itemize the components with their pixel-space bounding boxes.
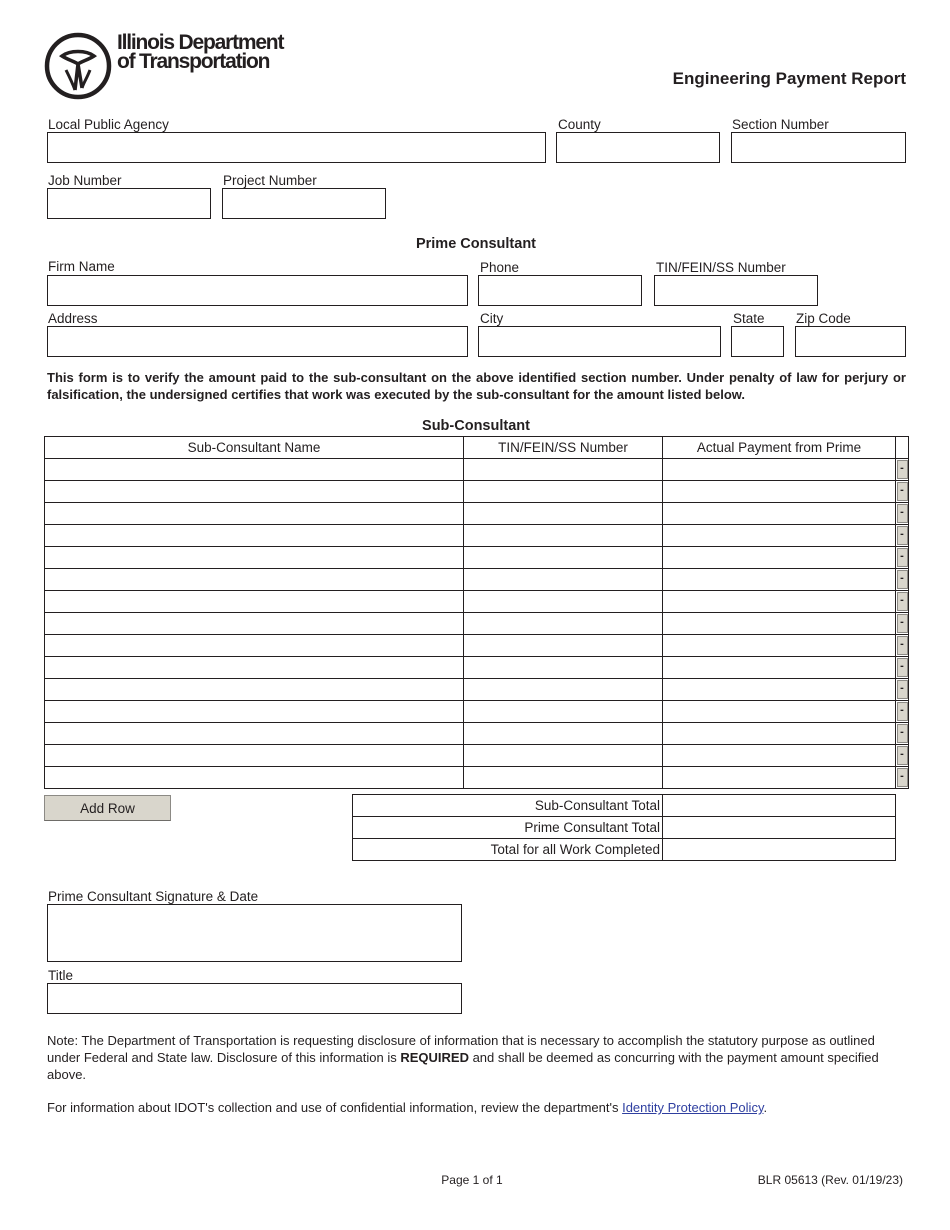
logo-line-2: of Transportation	[117, 50, 270, 73]
sub-consultant-total-field[interactable]	[663, 795, 896, 817]
row-action-cell	[896, 701, 909, 723]
remove-row-button[interactable]: -	[897, 636, 908, 655]
table-row	[45, 525, 909, 547]
remove-row-button[interactable]: -	[897, 460, 908, 479]
form-title: Engineering Payment Report	[672, 69, 906, 88]
section-number-field[interactable]	[731, 132, 906, 163]
title-field[interactable]	[47, 983, 462, 1014]
sub-consultant-name-cell[interactable]	[45, 767, 464, 789]
row-action-cell	[896, 723, 909, 745]
col-header-tin: TIN/FEIN/SS Number	[464, 437, 663, 459]
remove-row-button[interactable]: -	[897, 680, 908, 699]
county-field[interactable]	[556, 132, 720, 163]
logo-wordmark	[117, 33, 283, 71]
sub-consultant-name-cell[interactable]	[45, 723, 464, 745]
privacy-text: For information about IDOT's collection and use of confidential information, review the department's	[47, 1100, 623, 1115]
table-row	[45, 459, 909, 481]
note-text-start: Note: The Department of Transportation is requesting disclosure of information that is necessary to accomplish the statutory purpose as outlined under Federal and State law. Disclosure of this information is	[47, 1033, 875, 1065]
sub-consultant-payment-cell[interactable]	[663, 459, 896, 481]
sub-consultant-tin-cell[interactable]	[464, 503, 663, 525]
address-field[interactable]	[47, 326, 468, 357]
remove-row-button[interactable]: -	[897, 570, 908, 589]
logo-line-1: Illinois Department	[117, 31, 284, 54]
row-action-cell	[896, 547, 909, 569]
privacy-note	[47, 1099, 907, 1116]
row-action-cell	[896, 767, 909, 789]
job-number-label: Job Number	[48, 173, 122, 188]
sub-consultant-payment-cell[interactable]	[663, 481, 896, 503]
title-label: Title	[48, 968, 74, 983]
sub-consultant-name-cell[interactable]	[45, 679, 464, 701]
col-header-name: Sub-Consultant Name	[45, 437, 464, 459]
add-row-button[interactable]: Add Row	[44, 795, 171, 821]
sub-consultant-payment-cell[interactable]	[663, 767, 896, 789]
row-action-cell	[896, 591, 909, 613]
sub-consultant-tin-cell[interactable]	[464, 635, 663, 657]
sub-consultant-name-cell[interactable]	[45, 745, 464, 767]
sub-consultant-payment-cell[interactable]	[663, 723, 896, 745]
sub-consultant-tin-cell[interactable]	[464, 459, 663, 481]
disclosure-note	[47, 1032, 907, 1083]
sub-consultant-name-cell[interactable]	[45, 635, 464, 657]
phone-label: Phone	[480, 260, 520, 275]
sub-consultant-name-cell[interactable]	[45, 569, 464, 591]
county-label: County	[558, 117, 601, 132]
sub-consultant-name-cell[interactable]	[45, 459, 464, 481]
sub-consultant-payment-cell[interactable]	[663, 503, 896, 525]
city-field[interactable]	[478, 326, 721, 357]
row-action-cell	[896, 679, 909, 701]
signature-field[interactable]	[47, 904, 462, 962]
sub-consultant-table	[44, 436, 909, 789]
table-row	[45, 767, 909, 789]
sub-consultant-name-cell[interactable]	[45, 547, 464, 569]
sub-consultant-payment-cell[interactable]	[663, 701, 896, 723]
row-action-cell	[896, 459, 909, 481]
table-row	[45, 679, 909, 701]
row-action-cell	[896, 525, 909, 547]
state-label: State	[733, 311, 765, 326]
idot-logo	[44, 30, 299, 102]
note-text-end: and shall be deemed as concurring with the payment amount specified above.	[47, 1050, 879, 1082]
row-action-cell	[896, 657, 909, 679]
city-label: City	[480, 311, 504, 326]
job-number-field[interactable]	[47, 188, 211, 219]
col-header-payment: Actual Payment from Prime	[663, 437, 896, 459]
sub-consultant-payment-cell[interactable]	[663, 525, 896, 547]
sub-consultant-payment-cell[interactable]	[663, 569, 896, 591]
state-field[interactable]	[731, 326, 784, 357]
row-action-cell	[896, 503, 909, 525]
row-action-cell	[896, 745, 909, 767]
note-required-word: REQUIRED	[400, 1050, 469, 1065]
remove-row-button[interactable]: -	[897, 504, 908, 523]
total-all-work-row	[353, 839, 896, 861]
row-action-cell	[896, 481, 909, 503]
project-number-field[interactable]	[222, 188, 386, 219]
total-all-work-field[interactable]	[663, 839, 896, 861]
idot-emblem-icon	[44, 30, 114, 102]
sub-consultant-tin-cell[interactable]	[464, 547, 663, 569]
sub-consultant-name-cell[interactable]	[45, 525, 464, 547]
sub-consultant-total-label: Sub-Consultant Total	[353, 795, 663, 817]
table-row	[45, 481, 909, 503]
tin-field[interactable]	[654, 275, 818, 306]
remove-row-button[interactable]: -	[897, 614, 908, 633]
total-all-work-label: Total for all Work Completed	[353, 839, 663, 861]
totals-table	[352, 794, 896, 861]
section-number-label: Section Number	[732, 117, 829, 132]
table-row	[45, 613, 909, 635]
remove-row-button[interactable]: -	[897, 702, 908, 721]
sub-consultant-tin-cell[interactable]	[464, 525, 663, 547]
remove-row-button[interactable]: -	[897, 658, 908, 677]
sub-consultant-payment-cell[interactable]	[663, 679, 896, 701]
sub-consultant-payment-cell[interactable]	[663, 635, 896, 657]
firm-name-label: Firm Name	[48, 259, 115, 274]
sub-consultant-payment-cell[interactable]	[663, 547, 896, 569]
sub-consultant-tin-cell[interactable]	[464, 481, 663, 503]
sub-consultant-heading: Sub-Consultant	[422, 418, 530, 434]
sub-table-header-row	[45, 437, 909, 459]
prime-consultant-total-row	[353, 817, 896, 839]
identity-protection-policy-link[interactable]: Identity Protection Policy	[622, 1100, 764, 1115]
sub-consultant-payment-cell[interactable]	[663, 591, 896, 613]
sub-consultant-tin-cell[interactable]	[464, 613, 663, 635]
remove-row-button[interactable]: -	[897, 746, 908, 765]
remove-row-button[interactable]: -	[897, 482, 908, 501]
row-action-cell	[896, 635, 909, 657]
zip-code-field[interactable]	[795, 326, 906, 357]
table-row	[45, 657, 909, 679]
page-number: Page 1 of 1	[441, 1173, 503, 1187]
project-number-label: Project Number	[223, 173, 317, 188]
table-row	[45, 503, 909, 525]
row-action-cell	[896, 613, 909, 635]
address-label: Address	[48, 311, 98, 326]
zip-code-label: Zip Code	[796, 311, 851, 326]
privacy-text-end: .	[763, 1100, 768, 1115]
signature-label: Prime Consultant Signature & Date	[48, 889, 259, 904]
phone-field[interactable]	[478, 275, 642, 306]
sub-consultant-payment-cell[interactable]	[663, 745, 896, 767]
sub-consultant-tin-cell[interactable]	[464, 723, 663, 745]
table-row	[45, 723, 909, 745]
sub-consultant-name-cell[interactable]	[45, 481, 464, 503]
sub-consultant-payment-cell[interactable]	[663, 613, 896, 635]
form-id: BLR 05613 (Rev. 01/19/23)	[757, 1173, 903, 1187]
sub-consultant-name-cell[interactable]	[45, 503, 464, 525]
sub-consultant-tin-cell[interactable]	[464, 767, 663, 789]
remove-row-button[interactable]: -	[897, 592, 908, 611]
sub-consultant-name-cell[interactable]	[45, 657, 464, 679]
prime-consultant-total-field[interactable]	[663, 817, 896, 839]
sub-consultant-tin-cell[interactable]	[464, 745, 663, 767]
remove-row-button[interactable]: -	[897, 768, 908, 787]
sub-consultant-name-cell[interactable]	[45, 613, 464, 635]
local-public-agency-label: Local Public Agency	[48, 117, 169, 132]
table-row	[45, 745, 909, 767]
table-row	[45, 591, 909, 613]
remove-row-button[interactable]: -	[897, 526, 908, 545]
prime-consultant-total-label: Prime Consultant Total	[353, 817, 663, 839]
sub-consultant-tin-cell[interactable]	[464, 679, 663, 701]
table-row	[45, 701, 909, 723]
remove-row-button[interactable]: -	[897, 724, 908, 743]
firm-name-field[interactable]	[47, 275, 468, 306]
sub-consultant-tin-cell[interactable]	[464, 591, 663, 613]
table-row	[45, 569, 909, 591]
sub-consultant-name-cell[interactable]	[45, 591, 464, 613]
sub-consultant-tin-cell[interactable]	[464, 701, 663, 723]
local-public-agency-field[interactable]	[47, 132, 546, 163]
row-action-cell	[896, 569, 909, 591]
table-row	[45, 635, 909, 657]
col-header-actions	[896, 437, 909, 459]
sub-consultant-tin-cell[interactable]	[464, 657, 663, 679]
certification-statement: This form is to verify the amount paid to the sub-consultant on the above identified section number. Under penalty of law for perjury or falsification, the undersigned certifies that work was executed by the sub-consultant for the amount listed below.	[47, 370, 906, 402]
tin-label: TIN/FEIN/SS Number	[656, 260, 786, 275]
prime-consultant-heading: Prime Consultant	[415, 236, 537, 252]
sub-consultant-name-cell[interactable]	[45, 701, 464, 723]
table-row	[45, 547, 909, 569]
sub-consultant-total-row	[353, 795, 896, 817]
sub-consultant-payment-cell[interactable]	[663, 657, 896, 679]
sub-consultant-tin-cell[interactable]	[464, 569, 663, 591]
remove-row-button[interactable]: -	[897, 548, 908, 567]
